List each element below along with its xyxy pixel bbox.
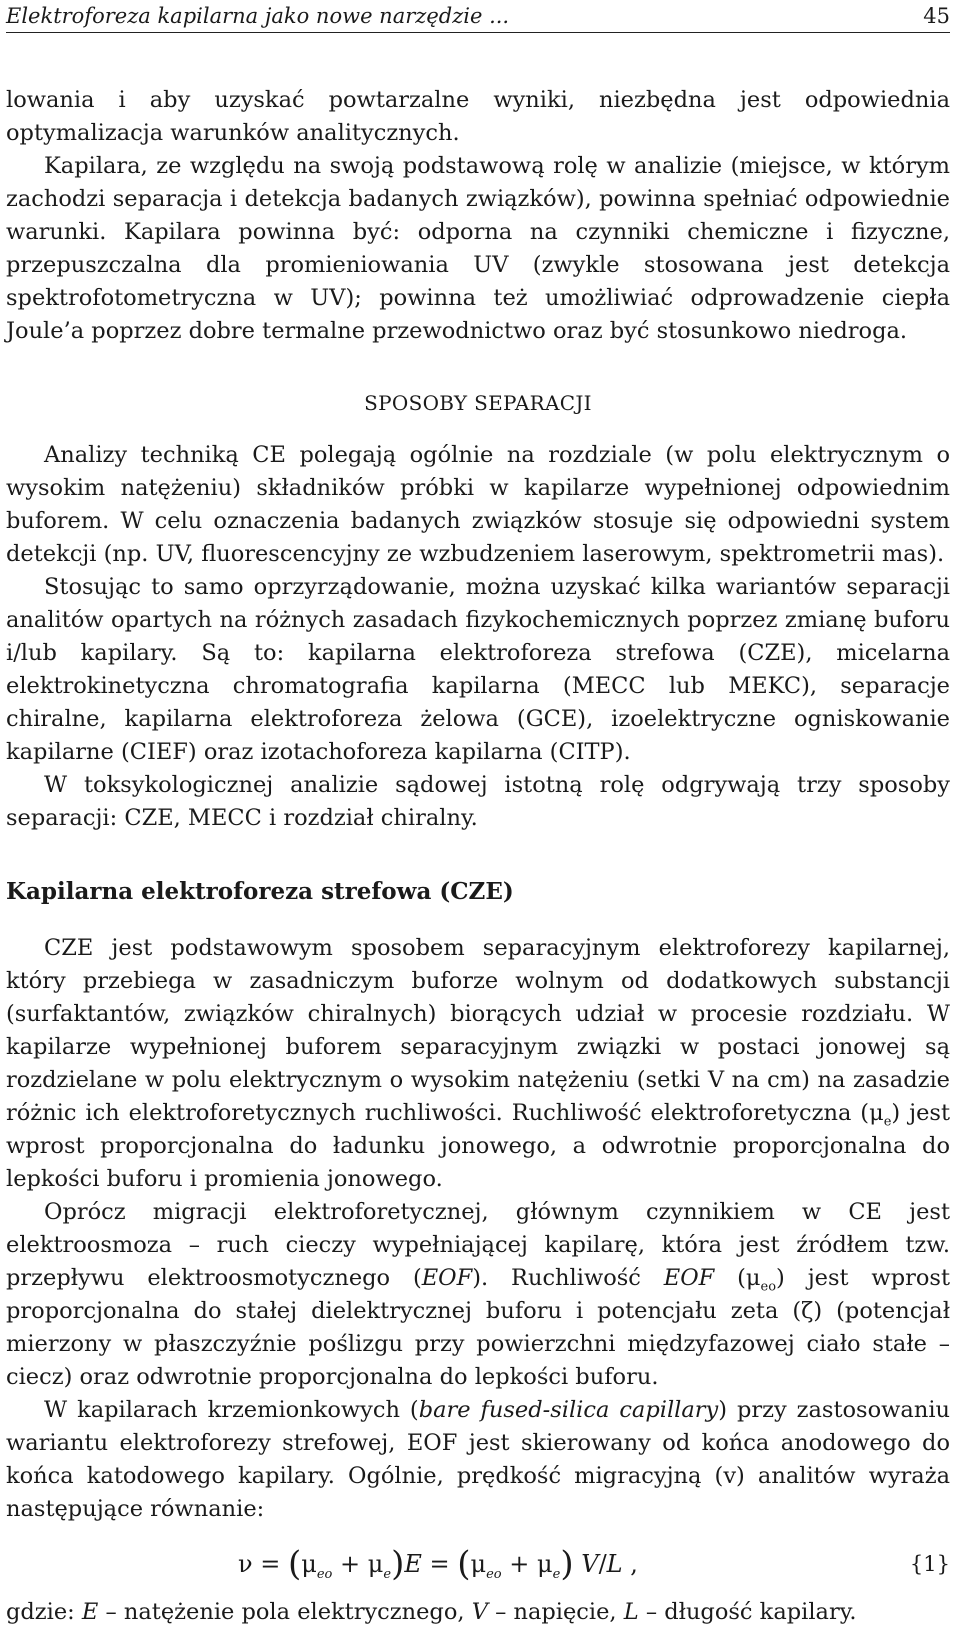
paragraph: Analizy techniką CE polegają ogólnie na rozdziale (w polu elektrycznym o wysokim natężeniu) składników próbki w kapilarze wypełnionej odpowiednim buforem. W celu oznaczenia badanych związków stosuje się odpowiedni system detekcji (np. UV, fluorescencyjny ze wzbudzeniem laserowym, spektrometrii mas). [6, 442, 950, 567]
eq-operator: + [332, 1550, 368, 1578]
section-heading: SPOSOBY SEPARACJI [364, 391, 592, 415]
paragraph-text: ). Ruchliwość [472, 1265, 664, 1291]
paragraph-text: W kapilarach krzemionkowych ( [44, 1397, 419, 1423]
eq-subscript: e [552, 1566, 561, 1582]
eq-paren-close: ) [560, 1544, 574, 1584]
eq-length: L [606, 1550, 623, 1578]
eq-operator: = [252, 1550, 288, 1578]
legend-text: – napięcie, [487, 1599, 624, 1625]
eq-mu: μ [470, 1550, 487, 1578]
paragraph-text: (μ [714, 1265, 761, 1291]
legend-text: – natężenie pola elektrycznego, [98, 1599, 472, 1625]
legend-symbol: L [623, 1599, 639, 1625]
paragraph [6, 932, 950, 1196]
paragraph-text: ) jest wprost proporcjonalna do stałej dielektrycznej buforu i potencjału zeta (ζ) (potencjał mierzony w płaszczyźnie poślizgu przy powierzchni międzyfazowej ciało stałe – ciecz) oraz odwrotnie proporcjonalna do lepkości buforu. [6, 1265, 950, 1390]
eq-paren-open: ( [457, 1544, 471, 1584]
paragraph: lowania i aby uzyskać powtarzalne wyniki, niezbędna jest odpowiednia optymalizacja warunków analitycznych. [6, 87, 950, 146]
legend-symbol: E [81, 1599, 99, 1625]
paragraph: W toksykologicznej analizie sądowej istotną rolę odgrywają trzy sposoby separacji: CZE, MECC i rozdział chiralny. [6, 772, 950, 831]
eq-paren-close: ) [391, 1544, 405, 1584]
equation-legend [6, 1596, 950, 1629]
paragraph-text: Oprócz migracji elektroforetycznej, głównym czynnikiem w CE jest elektroosmoza – ruch cieczy wypełniającej kapilarę, która jest źródłem tzw. przepływu elektroosmotycznego ( [6, 1199, 950, 1291]
eq-operator: / [598, 1550, 607, 1578]
eof-term: EOF [421, 1265, 473, 1291]
page-number: 45 [923, 4, 950, 28]
paragraph: Stosując to samo oprzyrządowanie, można uzyskać kilka wariantów separacji analitów opartych na różnych zasadach fizykochemicznych poprzez zmianę buforu i/lub kapilary. Są to: kapilarna elektroforeza strefowa (CZE), micelarna elektrokinetyczna chromatografia kapilarna (MECC lub MEKC), separacje chiralne, kapilarna elektroforeza żelowa (GCE), izoelektryczne ogniskowanie kapilarne (CIEF) oraz izotachoforeza kapilarna (CITP). [6, 574, 950, 765]
eq-voltage: V [581, 1550, 599, 1578]
paragraph: Kapilara, ze względu na swoją podstawową rolę w analizie (miejsce, w którym zachodzi separacja i detekcja badanych związków), powinna spełniać odpowiednie warunki. Kapilara powinna być: odporna na czynniki chemiczne i fizyczne, przepuszczalna dla promieniowania UV (zwykle stosowana jest detekcja spektrofotometryczna w UV); powinna też umożliwiać odprowadzenie ciepła Joule’a poprzez dobre termalne przewodnictwo oraz być stosunkowo niedroga. [6, 153, 950, 344]
equation [6, 1534, 950, 1594]
eq-field: E [404, 1550, 422, 1578]
legend-text: gdzie: [6, 1599, 82, 1625]
eq-operator: + [501, 1550, 538, 1578]
body-text [6, 84, 950, 1629]
paragraph-text: CZE jest podstawowym sposobem separacyjnym elektroforezy kapilarnej, który przebiega w zasadniczym buforze wolnym od dodatkowych substancji (surfaktantów, związków chiralnych) biorących udział w procesie rozdziału. W kapilarze wypełnionej buforem separacyjnym związki w postaci jonowej są rozdzielane w polu elektrycznym o wysokim natężeniu (setki V na cm) na zasadzie różnic ich elektroforetycznych ruchliwości. Ruchliwość elektroforetyczna (μ [6, 935, 950, 1126]
equation-body [238, 1534, 638, 1594]
eq-velocity: ν [238, 1550, 253, 1578]
eq-punct: , [622, 1550, 638, 1578]
eq-subscript: eo [316, 1566, 333, 1582]
paragraph-text: ) jest wprost proporcjonalna do ładunku jonowego, a odwrotnie proporcjonalna do lepkości buforu i promienia jonowego. [6, 1100, 950, 1192]
eq-mu: μ [301, 1550, 317, 1578]
legend-text: – długość kapilary. [638, 1599, 857, 1625]
italic-term: bare fused-silica capillary [418, 1397, 719, 1423]
subsection-heading: Kapilarna elektroforeza strefowa (CZE) [6, 878, 514, 905]
eof-term: EOF [663, 1265, 715, 1291]
paragraph [6, 1196, 950, 1394]
running-head-title: Elektroforeza kapilarna jako nowe narzędzie ... [6, 4, 510, 28]
subscript: eo [760, 1279, 777, 1295]
legend-symbol: V [471, 1599, 488, 1625]
eq-subscript: eo [486, 1566, 502, 1582]
eq-mu: μ [537, 1550, 553, 1578]
equation-number: {1} [909, 1552, 950, 1576]
eq-mu: μ [367, 1550, 384, 1578]
eq-operator: = [421, 1550, 458, 1578]
running-head [6, 2, 950, 33]
eq-paren-open: ( [287, 1544, 302, 1584]
paragraph [6, 1394, 950, 1526]
subscript: e [883, 1114, 892, 1130]
paragraph-text: ) przy zastosowaniu wariantu elektroforezy strefowej, EOF jest skierowany od końca anodowego do końca katodowego kapilary. Ogólnie, prędkość migracyjną (v) analitów wyraża następujące równanie: [6, 1397, 951, 1522]
eq-subscript: e [383, 1566, 392, 1582]
